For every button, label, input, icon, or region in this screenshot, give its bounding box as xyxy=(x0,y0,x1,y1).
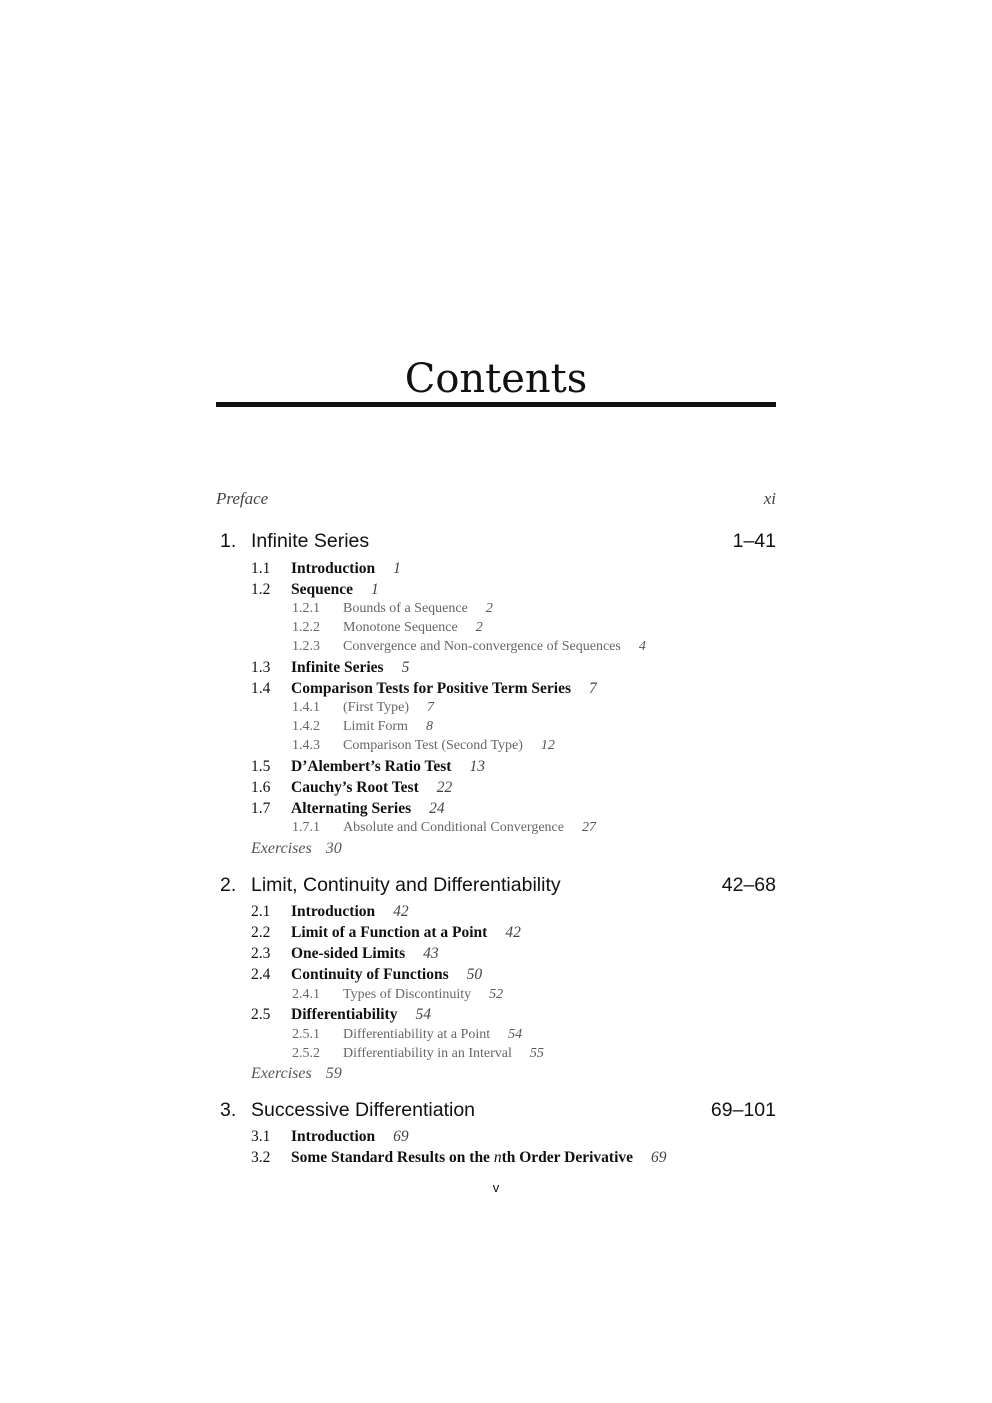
section-title: One-sided Limits xyxy=(291,945,406,962)
subsection-title: Differentiability in an Interval xyxy=(343,1046,512,1061)
toc-section xyxy=(251,559,401,579)
toc-section xyxy=(251,757,485,777)
subsection-page: 7 xyxy=(427,700,435,715)
section-number: 2.4 xyxy=(251,966,271,983)
exercises-page: 30 xyxy=(325,840,342,857)
toc-section xyxy=(251,580,379,600)
subsection-page: 8 xyxy=(425,719,433,734)
chapter-title: Infinite Series xyxy=(251,530,370,552)
chapter-heading xyxy=(220,872,776,898)
toc-section xyxy=(251,1127,409,1147)
toc-subsection xyxy=(292,619,483,637)
section-page: 1 xyxy=(371,581,379,598)
subsection-number: 1.4.1 xyxy=(292,700,320,715)
toc-section xyxy=(251,1005,431,1025)
subsection-number: 1.7.1 xyxy=(292,820,320,835)
toc-section xyxy=(251,658,409,678)
toc-subsection xyxy=(292,1045,544,1063)
subsection-number: 1.4.3 xyxy=(292,738,320,753)
exercises-label: Exercises xyxy=(251,1065,312,1082)
toc-section xyxy=(251,923,521,943)
toc-exercises xyxy=(251,839,342,859)
section-number: 1.3 xyxy=(251,659,271,676)
section-page: 69 xyxy=(651,1149,667,1166)
section-number: 2.1 xyxy=(251,903,271,920)
chapter-pages: 1–41 xyxy=(732,530,776,552)
section-number: 3.1 xyxy=(251,1128,271,1145)
page-number: v xyxy=(492,1180,500,1195)
subsection-number: 1.2.3 xyxy=(292,639,320,654)
toc-section xyxy=(251,799,445,819)
section-page: 54 xyxy=(415,1006,431,1023)
subsection-number: 2.5.2 xyxy=(292,1046,320,1061)
subsection-page: 54 xyxy=(508,1027,523,1042)
section-number: 3.2 xyxy=(251,1149,271,1166)
section-title: Differentiability xyxy=(291,1006,398,1023)
section-number: 2.2 xyxy=(251,924,271,941)
exercises-label: Exercises xyxy=(251,840,312,857)
subsection-title: Differentiability at a Point xyxy=(343,1027,491,1042)
section-title: Continuity of Functions xyxy=(291,966,449,983)
toc-section xyxy=(251,944,439,964)
preface-label: Preface xyxy=(216,489,269,508)
chapter-heading xyxy=(220,1097,776,1123)
subsection-number: 1.2.2 xyxy=(292,620,320,635)
chapter-heading xyxy=(220,528,776,554)
subsection-number: 1.4.2 xyxy=(292,719,320,734)
subsection-page: 52 xyxy=(489,987,504,1002)
subsection-title: Monotone Sequence xyxy=(343,620,458,635)
toc-subsection xyxy=(292,600,493,618)
section-title: Sequence xyxy=(291,581,353,598)
toc-subsection xyxy=(292,699,434,717)
section-number: 1.5 xyxy=(251,758,271,775)
section-title: Limit of a Function at a Point xyxy=(291,924,488,941)
toc-section xyxy=(251,679,597,699)
subsection-page: 27 xyxy=(581,820,596,835)
section-page: 43 xyxy=(423,945,439,962)
subsection-page: 4 xyxy=(638,639,646,654)
toc-exercises xyxy=(251,1064,342,1084)
toc-section xyxy=(251,1148,667,1168)
section-number: 2.5 xyxy=(251,1006,271,1023)
section-title-pre: Some Standard Results on the xyxy=(291,1149,494,1166)
section-title: Introduction xyxy=(291,560,376,577)
section-page: 50 xyxy=(466,966,483,983)
toc-subsection xyxy=(292,1026,522,1044)
toc-section xyxy=(251,778,452,798)
section-page: 69 xyxy=(393,1128,409,1145)
title-rule xyxy=(216,402,776,407)
chapter-pages: 42–68 xyxy=(721,874,776,896)
section-page: 22 xyxy=(436,779,453,796)
toc-section xyxy=(251,965,482,985)
subsection-number: 2.5.1 xyxy=(292,1027,320,1042)
section-number: 1.6 xyxy=(251,779,271,796)
subsection-number: 2.4.1 xyxy=(292,987,320,1002)
subsection-page: 2 xyxy=(475,620,483,635)
chapter-title: Limit, Continuity and Differentiability xyxy=(251,874,561,896)
chapter-title: Successive Differentiation xyxy=(251,1099,476,1121)
subsection-page: 2 xyxy=(485,601,493,616)
section-title: Introduction xyxy=(291,1128,376,1145)
section-page: 7 xyxy=(589,680,597,697)
section-page: 42 xyxy=(393,903,409,920)
subsection-title: Comparison Test (Second Type) xyxy=(343,738,523,753)
section-number: 1.2 xyxy=(251,581,271,598)
section-title: Infinite Series xyxy=(291,659,384,676)
section-title: D’Alembert’s Ratio Test xyxy=(291,758,452,775)
section-page: 1 xyxy=(393,560,401,577)
chapter-number: 3. xyxy=(220,1099,237,1121)
preface-page: xi xyxy=(763,489,776,508)
section-title-variable: n xyxy=(493,1149,502,1166)
toc-preface xyxy=(216,489,776,511)
toc-subsection xyxy=(292,737,555,755)
section-number: 1.7 xyxy=(251,800,271,817)
section-title: Alternating Series xyxy=(291,800,412,817)
page-title: Contents xyxy=(404,356,588,402)
subsection-title: (First Type) xyxy=(343,700,410,715)
toc-subsection xyxy=(292,819,596,837)
chapter-number: 2. xyxy=(220,874,237,896)
section-title: Comparison Tests for Positive Term Series xyxy=(291,680,571,697)
section-number: 1.1 xyxy=(251,560,271,577)
subsection-title: Bounds of a Sequence xyxy=(343,601,468,616)
section-page: 5 xyxy=(401,659,410,676)
subsection-number: 1.2.1 xyxy=(292,601,320,616)
toc-section xyxy=(251,902,409,922)
subsection-page: 55 xyxy=(529,1046,544,1061)
subsection-page: 12 xyxy=(540,738,555,753)
section-number: 2.3 xyxy=(251,945,271,962)
section-page: 24 xyxy=(429,800,445,817)
exercises-page: 59 xyxy=(325,1065,342,1082)
section-title-post: th Order Derivative xyxy=(501,1149,634,1166)
toc-subsection xyxy=(292,638,646,656)
section-number: 1.4 xyxy=(251,680,271,697)
subsection-title: Absolute and Conditional Convergence xyxy=(343,820,564,835)
toc-subsection xyxy=(292,986,503,1004)
section-title: Cauchy’s Root Test xyxy=(291,779,419,796)
section-page: 42 xyxy=(505,924,521,941)
subsection-title: Types of Discontinuity xyxy=(343,987,472,1002)
section-page: 13 xyxy=(469,758,485,775)
chapter-number: 1. xyxy=(220,530,237,552)
subsection-title: Limit Form xyxy=(343,719,408,734)
toc-subsection xyxy=(292,718,433,736)
subsection-title: Convergence and Non-convergence of Sequences xyxy=(343,639,621,654)
section-title: Introduction xyxy=(291,903,376,920)
chapter-pages: 69–101 xyxy=(710,1099,776,1121)
section-title xyxy=(291,1149,633,1166)
